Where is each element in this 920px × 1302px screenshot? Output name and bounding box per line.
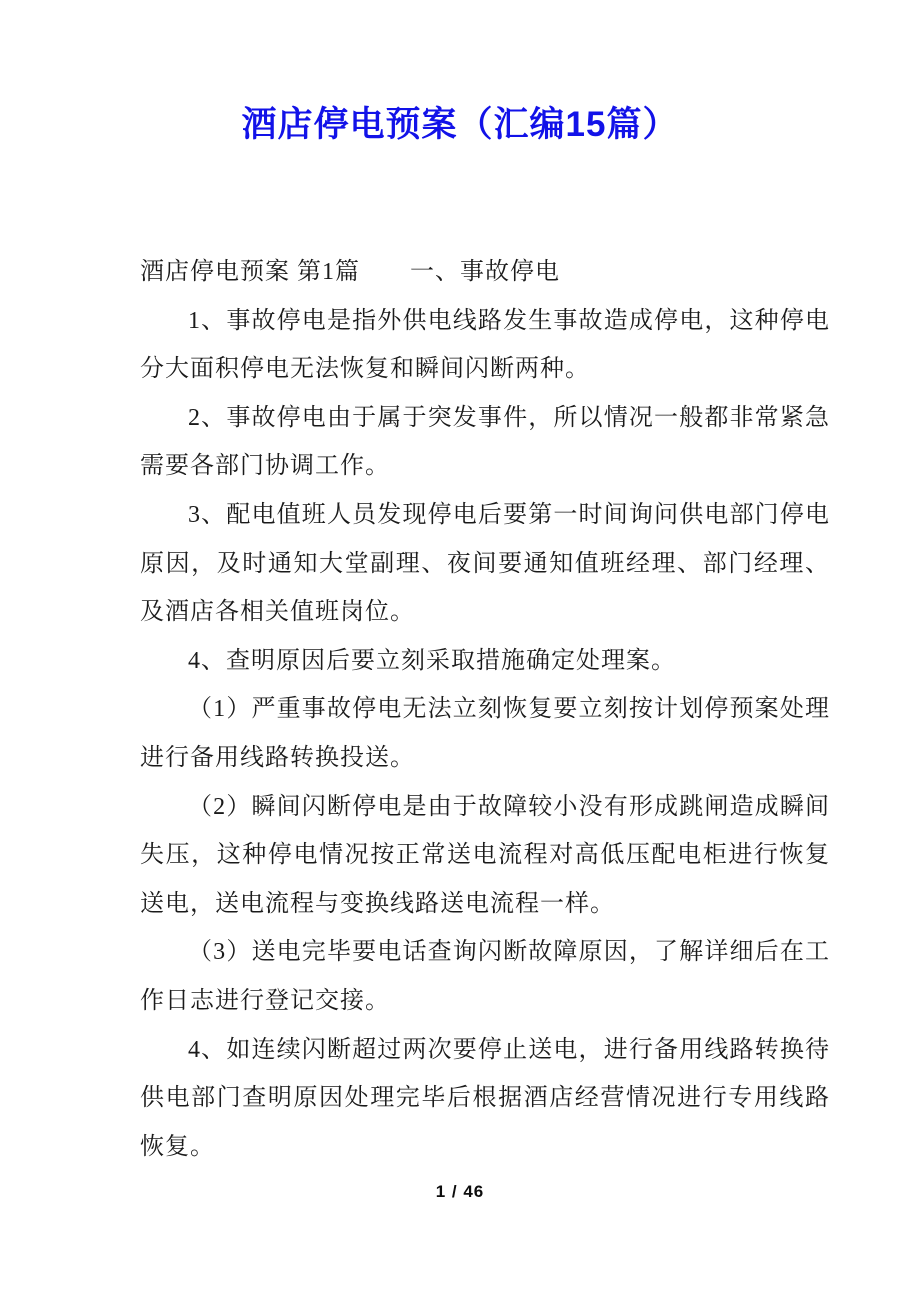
- paragraph-8: 4、如连续闪断超过两次要停止送电，进行备用线路转换待供电部门查明原因处理完毕后根据酒店经营情况进行专用线路恢复。: [140, 1036, 830, 1160]
- section-heading: 酒店停电预案 第1篇 一、事故停电: [140, 259, 560, 285]
- paragraph-4: 4、查明原因后要立刻采取措施确定处理案。: [188, 647, 676, 674]
- paragraph-3: 3、配电值班人员发现停电后要第一时间询问供电部门停电原因，及时通知大堂副理、夜间要通知值班经理、部门经理、及酒店各相关值班岗位。: [140, 501, 830, 626]
- document-body: [140, 248, 830, 1171]
- paragraph-7: （3）送电完毕要电话查询闪断故障原因，了解详细后在工作日志进行登记交接。: [140, 939, 830, 1014]
- paragraph-6: （2）瞬间闪断停电是由于故障较小没有形成跳闸造成瞬间失压，这种停电情况按正常送电流程对高低压配电柜进行恢复送电，送电流程与变换线路送电流程一样。: [140, 793, 830, 917]
- paragraph-5: （1）严重事故停电无法立刻恢复要立刻按计划停预案处理进行备用线路转换投送。: [140, 696, 830, 771]
- document-title: 酒店停电预案（汇编15篇）: [241, 105, 679, 144]
- paragraph-1: 1、事故停电是指外供电线路发生事故造成停电，这种停电分大面积停电无法恢复和瞬间闪断两种。: [140, 307, 830, 383]
- paragraph-2: 2、事故停电由于属于突发事件，所以情况一般都非常紧急需要各部门协调工作。: [140, 404, 830, 480]
- page-number: 1 / 46: [435, 1182, 485, 1201]
